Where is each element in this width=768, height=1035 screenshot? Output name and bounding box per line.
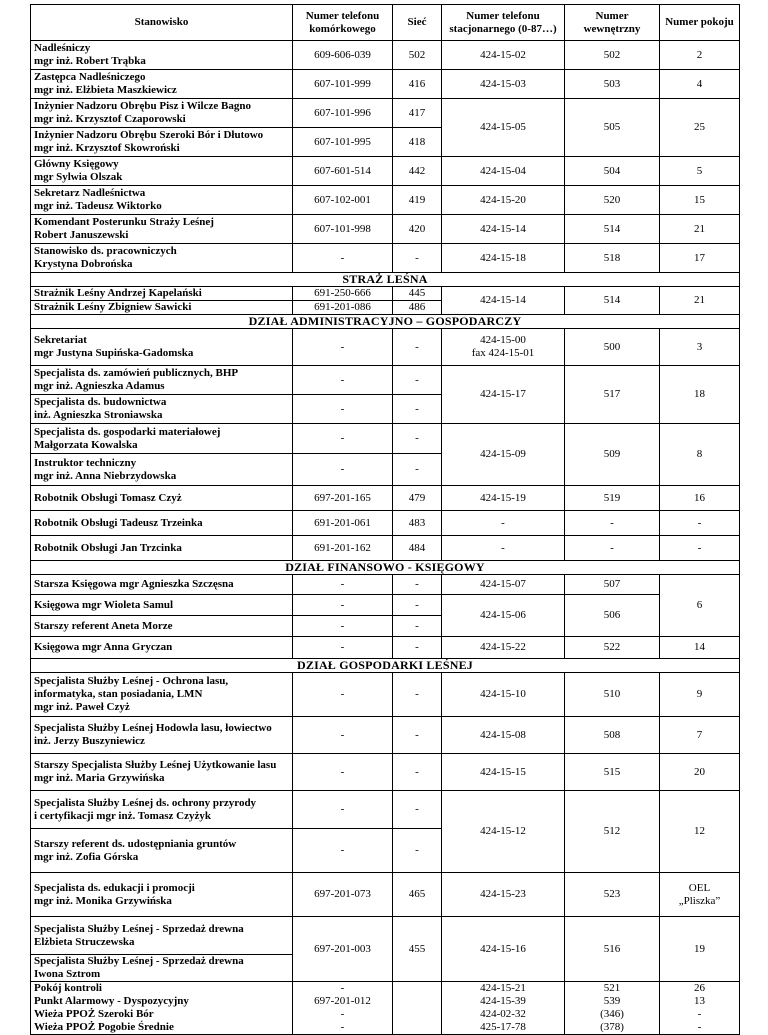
internal-cell: 504 xyxy=(565,157,660,186)
landline-cell: 424-15-14 xyxy=(442,215,565,244)
net-cell: - xyxy=(393,616,442,637)
net-cell: - xyxy=(393,791,442,829)
position-cell xyxy=(31,754,293,791)
room-number: - xyxy=(697,1021,702,1033)
position-line: Pokój kontroli xyxy=(34,982,102,994)
landline-cell: - xyxy=(442,536,565,561)
position-line: Specjalista ds. edukacji i promocji xyxy=(34,881,195,894)
mobile-cell: - xyxy=(293,575,393,595)
mobile-number: - xyxy=(340,982,345,994)
mobile-cell: - xyxy=(293,637,393,659)
landline-cell: 424-15-15 xyxy=(442,754,565,791)
internal-cell: 510 xyxy=(565,673,660,717)
internal-number: 521 xyxy=(603,982,621,994)
room-label: „Pliszka” xyxy=(678,894,721,907)
table-row xyxy=(31,982,740,1035)
person-name: Małgorzata Kowalska xyxy=(34,438,138,451)
position-cell: Robotnik Obsługi Tadeusz Trzeinka xyxy=(31,511,293,536)
room-cell: 5 xyxy=(660,157,740,186)
room-cell xyxy=(660,982,740,1035)
section-title-admin: DZIAŁ ADMINISTRACYJNO – GOSPODARCZY xyxy=(31,315,740,329)
position-cell xyxy=(31,717,293,754)
mobile-cell: - xyxy=(293,717,393,754)
mobile-cell: - xyxy=(293,829,393,873)
room-cell: 12 xyxy=(660,791,740,873)
landline-cell: 424-15-05 xyxy=(442,99,565,157)
net-cell: - xyxy=(393,637,442,659)
net-cell: - xyxy=(393,673,442,717)
mobile-cell: - xyxy=(293,244,393,273)
landline-cell: 424-15-16 xyxy=(442,917,565,982)
room-cell: 17 xyxy=(660,244,740,273)
landline-cell: 424-15-17 xyxy=(442,366,565,424)
position-cell xyxy=(31,395,293,424)
table-row xyxy=(31,754,740,791)
mobile-cell: - xyxy=(293,673,393,717)
room-cell: 14 xyxy=(660,637,740,659)
mobile-cell: - xyxy=(293,329,393,366)
net-cell: 445 xyxy=(393,287,442,301)
room-cell: 21 xyxy=(660,215,740,244)
landline-cell xyxy=(442,982,565,1035)
person-name: Krystyna Dobrońska xyxy=(34,258,133,270)
person-name: mgr inż. Tadeusz Wiktorko xyxy=(34,200,162,212)
position-line: Starszy Specjalista Służby Leśnej Użytkowanie lasu xyxy=(34,759,277,771)
net-cell: 418 xyxy=(393,128,442,157)
landline-cell xyxy=(442,329,565,366)
person-name: mgr inż. Monika Grzywińska xyxy=(34,894,172,907)
landline-cell: 424-15-04 xyxy=(442,157,565,186)
position-cell: Strażnik Leśny Andrzej Kapelański xyxy=(31,287,293,301)
position-title: Instruktor techniczny xyxy=(34,456,137,469)
landline-cell: 424-15-14 xyxy=(442,287,565,315)
person-name: inż. Jerzy Buszyniewicz xyxy=(34,735,145,747)
table-row xyxy=(31,366,740,395)
room-cell: 2 xyxy=(660,41,740,70)
room-cell: 7 xyxy=(660,717,740,754)
mobile-cell: - xyxy=(293,791,393,829)
internal-number: (346) xyxy=(600,1008,624,1020)
person-name: mgr inż. Anna Niebrzydowska xyxy=(34,469,177,482)
net-cell xyxy=(393,982,442,1035)
person-name: i certyfikacji mgr inż. Tomasz Czyżyk xyxy=(34,809,211,822)
position-title: Główny Księgowy xyxy=(34,158,119,170)
table-row xyxy=(31,486,740,511)
mobile-cell: - xyxy=(293,395,393,424)
room-cell: 25 xyxy=(660,99,740,157)
person-name: mgr inż. Elżbieta Maszkiewicz xyxy=(34,84,177,96)
table-row xyxy=(31,717,740,754)
internal-cell: 506 xyxy=(565,595,660,637)
table-row xyxy=(31,673,740,717)
internal-cell: 503 xyxy=(565,70,660,99)
position-line: Specjalista Służby Leśnej - Sprzedaż drewna xyxy=(34,955,244,967)
net-cell: - xyxy=(393,575,442,595)
landline-number: 424-02-32 xyxy=(480,1008,526,1020)
table-row xyxy=(31,244,740,273)
table-row xyxy=(31,511,740,536)
table-row xyxy=(31,424,740,454)
landline-cell: 424-15-22 xyxy=(442,637,565,659)
table-row xyxy=(31,637,740,659)
table-row xyxy=(31,41,740,70)
net-cell: 502 xyxy=(393,41,442,70)
table-row xyxy=(31,791,740,829)
position-cell xyxy=(31,791,293,829)
mobile-cell: - xyxy=(293,366,393,395)
person-name: mgr inż. Robert Trąbka xyxy=(34,55,146,67)
person-name: mgr inż. Zofia Górska xyxy=(34,850,139,863)
internal-cell: 500 xyxy=(565,329,660,366)
landline-number: 424-15-21 xyxy=(480,982,526,994)
position-title: Stanowisko ds. pracowniczych xyxy=(34,245,177,257)
net-cell: - xyxy=(393,829,442,873)
position-line: Specjalista Służby Leśnej ds. ochrony przyrody xyxy=(34,796,257,809)
internal-cell: 502 xyxy=(565,41,660,70)
position-line: Specjalista Służby Leśnej - Ochrona lasu, xyxy=(34,675,229,687)
mobile-cell: - xyxy=(293,424,393,454)
position-title: Specjalista ds. gospodarki materiałowej xyxy=(34,425,221,438)
position-line: informatyka, stan posiadania, LMN xyxy=(34,688,203,700)
person-name: mgr inż. Agnieszka Adamus xyxy=(34,380,165,392)
table-row xyxy=(31,186,740,215)
internal-cell: 522 xyxy=(565,637,660,659)
person-name: Elżbieta Struczewska xyxy=(34,935,135,948)
mobile-cell: - xyxy=(293,454,393,486)
position-title: Specjalista ds. zamówień publicznych, BHP xyxy=(34,367,239,379)
position-line: Wieża PPOŻ Szeroki Bór xyxy=(34,1008,154,1020)
landline-cell: 424-15-18 xyxy=(442,244,565,273)
net-cell: 416 xyxy=(393,70,442,99)
position-line: Punkt Alarmowy - Dyspozycyjny xyxy=(34,995,189,1007)
landline-cell: 424-15-08 xyxy=(442,717,565,754)
mobile-cell: - xyxy=(293,754,393,791)
net-cell: 417 xyxy=(393,99,442,128)
person-name: mgr inż. Krzysztof Skowroński xyxy=(34,142,180,154)
position-cell xyxy=(31,215,293,244)
net-cell: - xyxy=(393,424,442,454)
mobile-number: 697-201-012 xyxy=(314,995,371,1007)
person-name: mgr inż. Maria Grzywińska xyxy=(34,772,165,784)
position-cell xyxy=(31,244,293,273)
internal-cell: 523 xyxy=(565,873,660,917)
position-cell xyxy=(31,829,293,873)
table-row xyxy=(31,575,740,595)
room-cell: 3 xyxy=(660,329,740,366)
internal-cell: 517 xyxy=(565,366,660,424)
position-cell xyxy=(31,99,293,128)
net-cell: - xyxy=(393,395,442,424)
table-row xyxy=(31,70,740,99)
internal-cell: 514 xyxy=(565,215,660,244)
mobile-cell: 697-201-165 xyxy=(293,486,393,511)
internal-cell: 512 xyxy=(565,791,660,873)
position-title: Komendant Posterunku Straży Leśnej xyxy=(34,216,214,228)
net-cell: 442 xyxy=(393,157,442,186)
person-name: mgr inż. Paweł Czyż xyxy=(34,701,130,713)
header-position: Stanowisko xyxy=(31,5,293,41)
position-cell: Księgowa mgr Anna Gryczan xyxy=(31,637,293,659)
table-row xyxy=(31,157,740,186)
position-cell: Starsza Księgowa mgr Agnieszka Szczęsna xyxy=(31,575,293,595)
mobile-cell: 609-606-039 xyxy=(293,41,393,70)
header-room: Numer pokoju xyxy=(660,5,740,41)
table-row xyxy=(31,329,740,366)
net-cell: - xyxy=(393,717,442,754)
person-name: Robert Januszewski xyxy=(34,229,129,241)
landline-cell: 424-15-20 xyxy=(442,186,565,215)
position-cell xyxy=(31,673,293,717)
landline-cell: 424-15-03 xyxy=(442,70,565,99)
header-landline: Numer telefonu stacjonarnego (0-87…) xyxy=(442,5,565,41)
net-cell: - xyxy=(393,244,442,273)
internal-cell: 507 xyxy=(565,575,660,595)
landline-cell: - xyxy=(442,511,565,536)
person-name: mgr Sylwia Olszak xyxy=(34,171,123,183)
landline-number: 425-17-78 xyxy=(480,1021,526,1033)
position-line: Starszy referent ds. udostępniania gruntów xyxy=(34,837,237,850)
position-cell xyxy=(31,982,293,1035)
room-cell xyxy=(660,873,740,917)
header-internal: Numer wewnętrzny xyxy=(565,5,660,41)
mobile-cell: 697-201-003 xyxy=(293,917,393,982)
mobile-cell: 607-102-001 xyxy=(293,186,393,215)
landline-cell: 424-15-23 xyxy=(442,873,565,917)
position-cell: Robotnik Obsługi Tomasz Czyż xyxy=(31,486,293,511)
position-cell xyxy=(31,454,293,486)
net-cell: 420 xyxy=(393,215,442,244)
mobile-cell: 691-250-666 xyxy=(293,287,393,301)
section-title-finance: DZIAŁ FINANSOWO - KSIĘGOWY xyxy=(31,561,740,575)
mobile-number: - xyxy=(340,1008,345,1020)
position-line: Wieża PPOŻ Pogobie Średnie xyxy=(34,1021,174,1033)
header-row xyxy=(31,5,740,41)
room-number: 26 xyxy=(694,982,705,994)
net-cell: 465 xyxy=(393,873,442,917)
room-cell: 16 xyxy=(660,486,740,511)
mobile-number: - xyxy=(340,1021,345,1033)
position-cell: Robotnik Obsługi Jan Trzcinka xyxy=(31,536,293,561)
landline-number: 424-15-39 xyxy=(480,995,526,1007)
internal-cell: 514 xyxy=(565,287,660,315)
section-title-straz: STRAŻ LEŚNA xyxy=(31,273,740,287)
room-cell: - xyxy=(660,536,740,561)
position-title: Inżynier Nadzoru Obrębu Szeroki Bór i Dłutowo xyxy=(34,129,264,141)
section-row xyxy=(31,561,740,575)
net-cell: 419 xyxy=(393,186,442,215)
landline-cell: 424-15-06 xyxy=(442,595,565,637)
net-cell: - xyxy=(393,454,442,486)
position-cell: Strażnik Leśny Zbigniew Sawicki xyxy=(31,301,293,315)
position-title: Sekretarz Nadleśnictwa xyxy=(34,187,146,199)
net-cell: - xyxy=(393,595,442,616)
room-cell: 8 xyxy=(660,424,740,486)
internal-cell: 508 xyxy=(565,717,660,754)
internal-number: 539 xyxy=(603,995,621,1007)
room-cell: 9 xyxy=(660,673,740,717)
header-net: Sieć xyxy=(393,5,442,41)
room-number: - xyxy=(697,1008,702,1020)
position-title: Zastępca Nadleśniczego xyxy=(34,71,146,83)
internal-number: (378) xyxy=(600,1021,624,1033)
fax-number: fax 424-15-01 xyxy=(471,347,535,359)
mobile-cell: 607-101-995 xyxy=(293,128,393,157)
position-title: Nadleśniczy xyxy=(34,42,91,54)
net-cell: 484 xyxy=(393,536,442,561)
position-cell xyxy=(31,70,293,99)
landline-cell: 424-15-12 xyxy=(442,791,565,873)
net-cell: 455 xyxy=(393,917,442,982)
header-mobile: Numer telefonu komórkowego xyxy=(293,5,393,41)
position-title: Specjalista ds. budownictwa xyxy=(34,396,167,408)
internal-cell: 520 xyxy=(565,186,660,215)
room-cell: 21 xyxy=(660,287,740,315)
table-row xyxy=(31,917,740,955)
room-label: OEL xyxy=(688,881,711,894)
table-row xyxy=(31,215,740,244)
table-row xyxy=(31,536,740,561)
position-cell: Starszy referent Aneta Morze xyxy=(31,616,293,637)
room-cell: 6 xyxy=(660,575,740,637)
position-cell xyxy=(31,186,293,215)
section-row xyxy=(31,315,740,329)
net-cell: 483 xyxy=(393,511,442,536)
internal-cell: 516 xyxy=(565,917,660,982)
mobile-cell: 691-201-086 xyxy=(293,301,393,315)
internal-cell: 519 xyxy=(565,486,660,511)
table-row xyxy=(31,873,740,917)
internal-cell: 515 xyxy=(565,754,660,791)
section-title-forest: DZIAŁ GOSPODARKI LEŚNEJ xyxy=(31,659,740,673)
person-name: mgr Justyna Supińska-Gadomska xyxy=(34,347,194,359)
person-name: inż. Agnieszka Stroniawska xyxy=(34,409,163,421)
phone-directory-table xyxy=(30,4,740,1035)
internal-cell: 509 xyxy=(565,424,660,486)
net-cell: 479 xyxy=(393,486,442,511)
position-cell xyxy=(31,128,293,157)
landline-cell: 424-15-09 xyxy=(442,424,565,486)
person-name: mgr inż. Krzysztof Czaporowski xyxy=(34,113,186,125)
room-cell: - xyxy=(660,511,740,536)
net-cell: - xyxy=(393,329,442,366)
room-number: 13 xyxy=(694,995,705,1007)
net-cell: 486 xyxy=(393,301,442,315)
room-cell: 20 xyxy=(660,754,740,791)
position-cell xyxy=(31,329,293,366)
net-cell: - xyxy=(393,366,442,395)
internal-cell: 505 xyxy=(565,99,660,157)
mobile-cell: 607-101-996 xyxy=(293,99,393,128)
mobile-cell: 607-101-999 xyxy=(293,70,393,99)
mobile-cell: 607-601-514 xyxy=(293,157,393,186)
position-title: Inżynier Nadzoru Obrębu Pisz i Wilcze Bagno xyxy=(34,100,251,112)
room-cell: 19 xyxy=(660,917,740,982)
room-cell: 4 xyxy=(660,70,740,99)
mobile-cell: - xyxy=(293,595,393,616)
position-cell xyxy=(31,366,293,395)
landline-cell: 424-15-10 xyxy=(442,673,565,717)
room-cell: 18 xyxy=(660,366,740,424)
position-cell: Księgowa mgr Wioleta Samul xyxy=(31,595,293,616)
landline-cell: 424-15-19 xyxy=(442,486,565,511)
person-name: Iwona Sztrom xyxy=(34,968,101,980)
internal-cell xyxy=(565,982,660,1035)
position-cell xyxy=(31,917,293,955)
internal-cell: - xyxy=(565,536,660,561)
mobile-cell: 607-101-998 xyxy=(293,215,393,244)
position-cell xyxy=(31,955,293,982)
position-cell xyxy=(31,873,293,917)
table-row xyxy=(31,99,740,128)
position-line: Specjalista Służby Leśnej Hodowla lasu, łowiectwo xyxy=(34,722,272,734)
mobile-cell: 691-201-061 xyxy=(293,511,393,536)
mobile-cell: 697-201-073 xyxy=(293,873,393,917)
landline-number: 424-15-00 xyxy=(480,334,526,346)
landline-cell: 424-15-07 xyxy=(442,575,565,595)
section-row xyxy=(31,659,740,673)
mobile-cell: 691-201-162 xyxy=(293,536,393,561)
mobile-cell: - xyxy=(293,616,393,637)
section-row xyxy=(31,273,740,287)
mobile-cell xyxy=(293,982,393,1035)
table-row xyxy=(31,287,740,301)
position-cell xyxy=(31,157,293,186)
position-cell xyxy=(31,41,293,70)
landline-cell: 424-15-02 xyxy=(442,41,565,70)
position-title: Sekretariat xyxy=(34,334,87,346)
internal-cell: 518 xyxy=(565,244,660,273)
net-cell: - xyxy=(393,754,442,791)
internal-cell: - xyxy=(565,511,660,536)
room-cell: 15 xyxy=(660,186,740,215)
position-cell xyxy=(31,424,293,454)
position-line: Specjalista Służby Leśnej - Sprzedaż drewna xyxy=(34,922,244,935)
table-row xyxy=(31,595,740,616)
